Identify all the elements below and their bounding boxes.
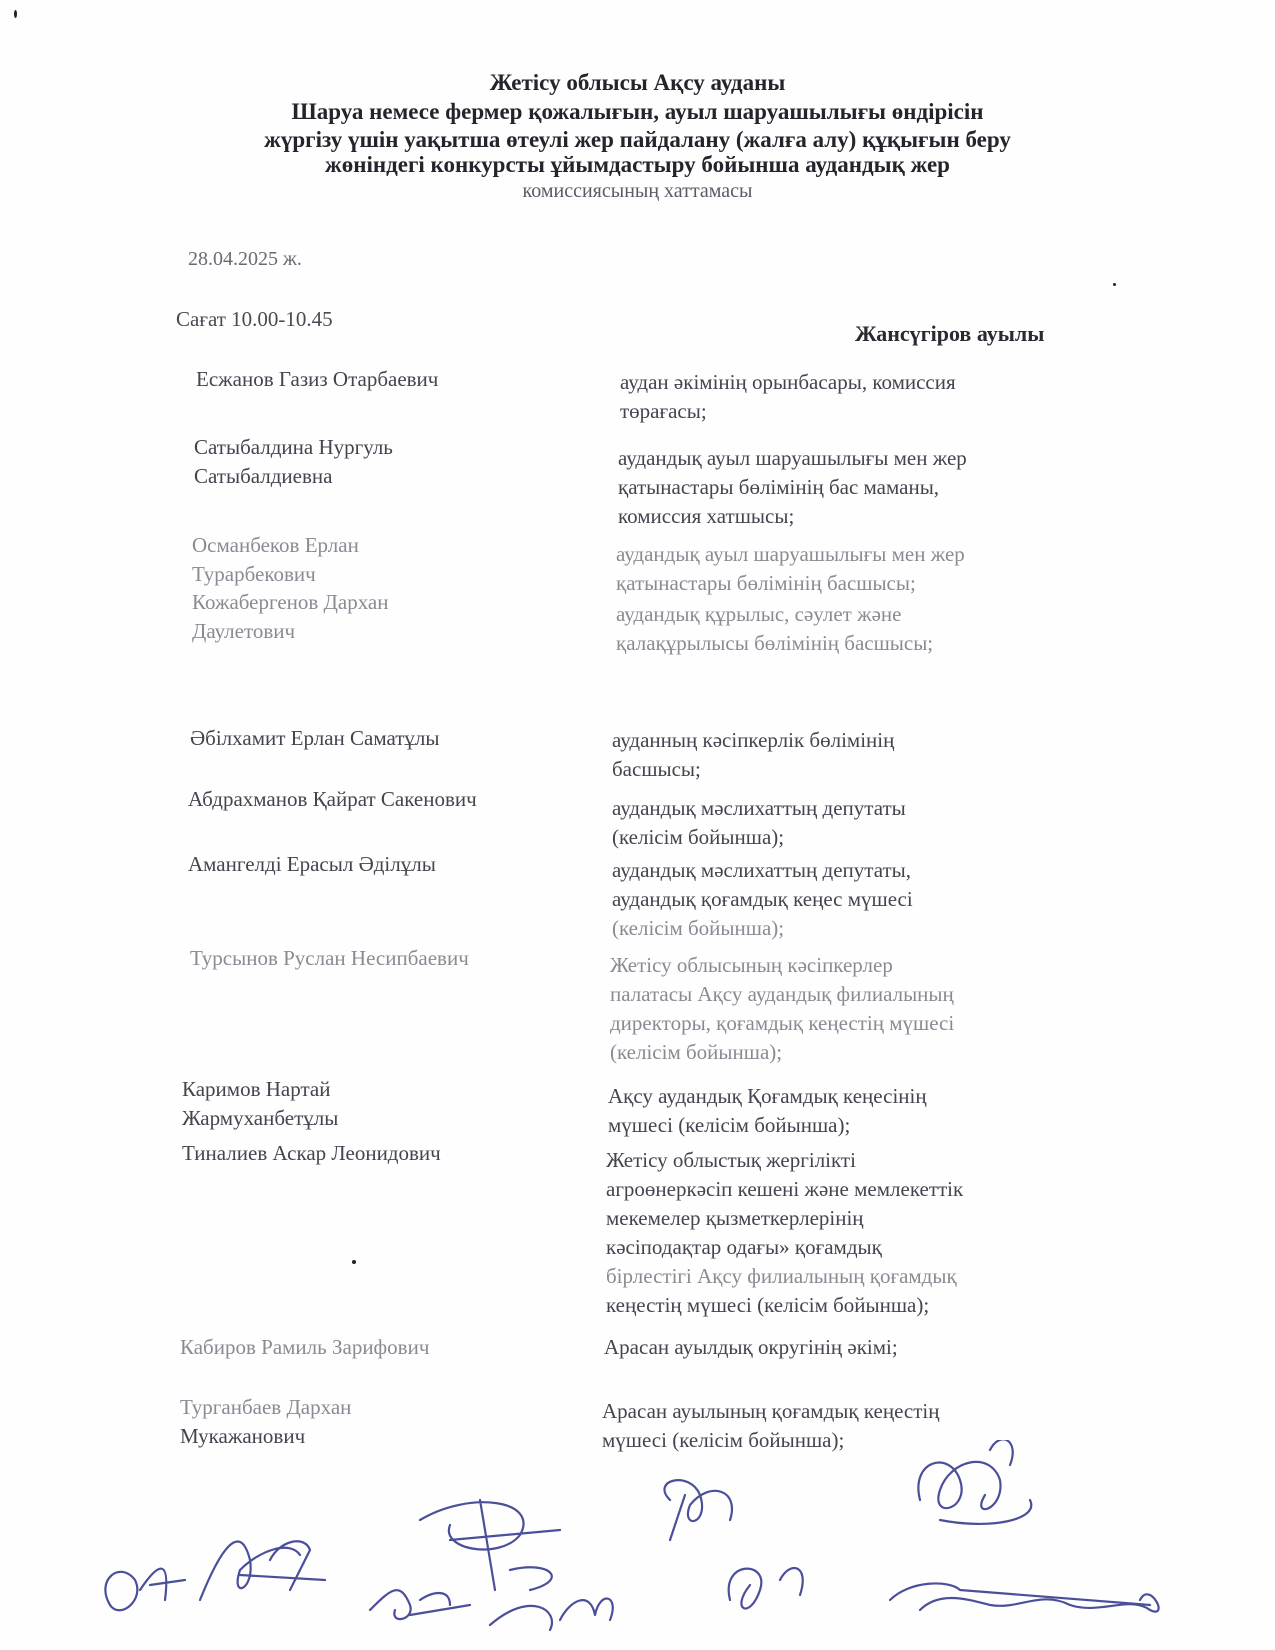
member-role: Арасан ауылдық округінің әкімі; — [604, 1335, 898, 1359]
member-role: аудандық мәслихаттың депутаты (келісім бойынша); — [612, 796, 906, 849]
meeting-time: Сағат 10.00-10.45 — [176, 307, 333, 331]
member-role: аудандық ауыл шаруашылығы мен жер қатынастары бөлімінің басшысы; — [616, 542, 965, 595]
title-line-4: жөніндегі конкурсты ұйымдастыру бойынша аудандық жер — [325, 152, 950, 177]
member-role: аудандық мәслихаттың депутаты, аудандық қоғамдық кеңес мүшесі (келісім бойынша); — [612, 858, 913, 940]
meeting-place: Жансүгіров ауылы — [855, 321, 1045, 346]
member-name: Каримов Нартай Жармуханбетұлы — [182, 1077, 339, 1130]
title-line-1: Жетісу облысы Ақсу ауданы — [489, 70, 786, 95]
member-name: Турсынов Руслан Несипбаевич — [190, 946, 469, 970]
member-name: Абдрахманов Қайрат Сакенович — [188, 787, 477, 811]
member-role: Ақсу аудандық Қоғамдық кеңесінің мүшесі (келісім бойынша); — [608, 1084, 927, 1137]
member-role: ауданның кәсіпкерлік бөлімінің басшысы; — [612, 728, 895, 781]
signature-6 — [664, 1480, 732, 1540]
member-name: Есжанов Газиз Отарбаевич — [196, 367, 439, 391]
signatures — [90, 1440, 1230, 1640]
signature-1 — [105, 1569, 185, 1611]
scan-speck — [1113, 283, 1116, 286]
protocol-date: 28.04.2025 ж. — [188, 248, 302, 270]
member-role: Жетісу облысының кәсіпкерлер палатасы Ақсу аудандық филиалының директоры, қоғамдық кеңестің мүшесі (келісім бойынша); — [610, 953, 955, 1064]
member-role: аудандық ауыл шаруашылығы мен жер қатынастары бөлімінің бас маманы, комиссия хатшысы; — [618, 446, 967, 528]
member-name: Кабиров Рамиль Зарифович — [180, 1335, 430, 1359]
title-line-5: комиссиясының хаттамасы — [522, 180, 753, 202]
member-role: аудандық құрылыс, сәулет және қалақұрылысы бөлімінің басшысы; — [616, 602, 934, 655]
member-name: Тиналиев Аскар Леонидович — [182, 1141, 441, 1165]
member-role: Арасан ауылының қоғамдық кеңестің мүшесі (келісім бойынша); — [602, 1399, 940, 1452]
title-line-2: Шаруа немесе фермер қожалығын, ауыл шаруашылығы өндірісін — [291, 99, 984, 124]
scan-speck — [14, 10, 17, 18]
signature-4 — [420, 1500, 560, 1590]
member-name: Әбілхамит Ерлан Саматұлы — [190, 726, 440, 750]
signature-3 — [370, 1590, 470, 1619]
member-name: Османбеков Ерлан Турарбекович — [192, 533, 359, 586]
signature-2 — [200, 1541, 325, 1600]
scan-speck — [352, 1260, 356, 1264]
signature-9 — [890, 1583, 1159, 1611]
title-line-3: жүргізу үшін уақытша өтеулі жер пайдалану (жалға алу) құқығын беру — [264, 127, 1011, 152]
member-name: Сатыбалдина Нургуль Сатыбалдиевна — [194, 435, 393, 488]
member-role: Жетісу облыстық жергілікті агроөнеркәсіп кешені және мемлекеттік мекемелер қызметкерлерінің кәсіподақтар одағы» қоғамдық бірлестігі Ақсу филиалының қоғамдық кеңестің мүшесі (келісім бойынша); — [606, 1148, 964, 1317]
member-name: Кожабергенов Дархан Даулетович — [192, 590, 389, 643]
signature-5 — [490, 1599, 613, 1630]
member-role: аудан әкімінің орынбасары, комиссия төрағасы; — [620, 370, 956, 423]
signature-8 — [918, 1440, 1031, 1524]
member-name: Турганбаев Дархан Мукажанович — [180, 1395, 352, 1448]
member-name: Амангелді Ерасыл Әділұлы — [188, 852, 436, 876]
signature-7 — [729, 1568, 803, 1609]
